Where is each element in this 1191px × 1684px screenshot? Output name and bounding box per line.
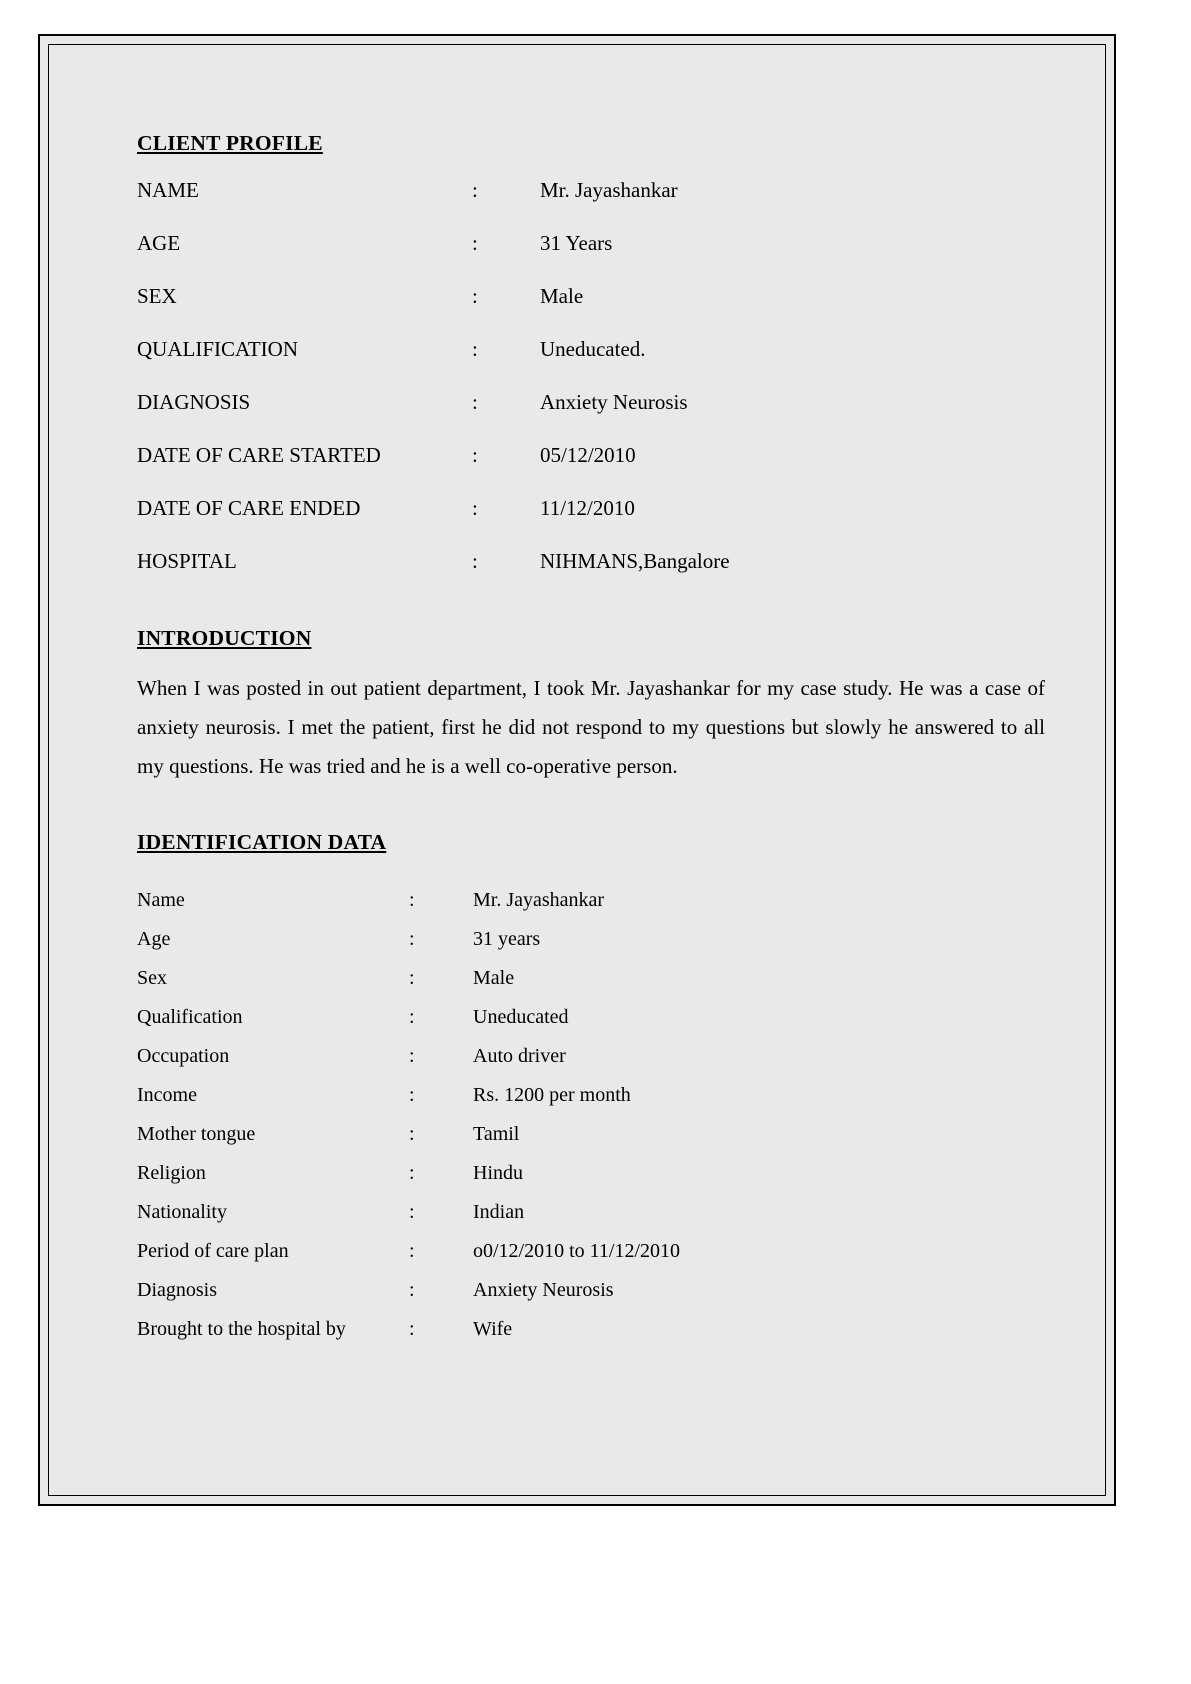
row-colon: : [409,1279,415,1302]
row-label: Diagnosis [137,1279,217,1302]
row-label: Income [137,1084,197,1107]
table-row [137,1123,680,1162]
table-row [137,1201,680,1240]
row-label: Nationality [137,1201,227,1224]
row-label: QUALIFICATION [137,337,298,361]
row-colon: : [472,496,478,520]
row-colon: : [409,1084,415,1107]
document-page [38,34,1116,1506]
client-profile-table [137,178,730,602]
table-row [137,496,730,549]
row-value: Anxiety Neurosis [473,1279,614,1302]
client-profile-heading: CLIENT PROFILE [137,131,323,155]
row-colon: : [409,1201,415,1224]
row-colon: : [409,967,415,990]
row-colon: : [472,231,478,255]
spacer [137,786,1045,830]
row-colon: : [409,1123,415,1146]
row-value: Male [540,284,584,308]
row-value: o0/12/2010 to 11/12/2010 [473,1240,681,1263]
row-label: DIAGNOSIS [137,390,251,414]
table-row [137,337,730,390]
row-colon: : [409,1045,415,1068]
table-row [137,1045,680,1084]
row-label: Mother tongue [137,1123,256,1146]
page-content [137,131,1045,1357]
row-colon: : [409,889,415,912]
row-value: Wife [473,1318,513,1341]
row-value: Anxiety Neurosis [540,390,688,414]
introduction-heading: INTRODUCTION [137,626,312,650]
row-colon: : [472,284,478,308]
row-label: Period of care plan [137,1240,289,1263]
row-label: DATE OF CARE STARTED [137,443,381,467]
table-row [137,549,730,602]
row-colon: : [472,549,478,573]
table-row [137,1162,680,1201]
table-row [137,284,730,337]
row-label: Brought to the hospital by [137,1318,346,1341]
row-value: Mr. Jayashankar [540,178,678,202]
table-row [137,1006,680,1045]
row-label: Age [137,928,171,951]
row-value: Male [473,967,515,990]
row-label: Sex [137,967,167,990]
table-row [137,1279,680,1318]
introduction-paragraph: When I was posted in out patient department, I took Mr. Jayashankar for my case study. He was a case of anxiety neurosis. I met the patient, first he did not respond to my questions but slowly he answered to all my questions. He was tried and he is a well co-operative person. [137,676,1045,779]
table-row [137,889,680,928]
client-profile-body [137,178,730,602]
identification-data-body [137,889,680,1357]
row-colon: : [472,337,478,361]
row-value: Auto driver [473,1045,566,1068]
row-label: Qualification [137,1006,243,1029]
table-row [137,231,730,284]
identification-data-table [137,889,680,1357]
row-value: 31 years [473,928,541,951]
row-colon: : [472,178,478,202]
table-row [137,1318,680,1357]
row-label: DATE OF CARE ENDED [137,496,361,520]
table-row [137,1240,680,1279]
row-label: SEX [137,284,177,308]
row-colon: : [472,443,478,467]
row-colon: : [409,1240,415,1263]
row-value: Hindu [473,1162,523,1185]
row-value: NIHMANS,Bangalore [540,549,730,573]
table-row [137,178,730,231]
row-colon: : [409,1006,415,1029]
page-border-inner [48,44,1106,1496]
row-value: Tamil [473,1123,520,1146]
table-row [137,967,680,1006]
row-colon: : [409,1162,415,1185]
row-value: 31 Years [540,231,613,255]
row-colon: : [409,928,415,951]
row-value: Mr. Jayashankar [473,889,605,912]
row-label: Religion [137,1162,206,1185]
row-value: Indian [473,1201,525,1224]
row-label: Name [137,889,185,912]
row-value: Uneducated. [540,337,646,361]
row-value: 11/12/2010 [540,496,635,520]
row-value: Rs. 1200 per month [473,1084,631,1107]
spacer [137,602,1045,626]
row-label: HOSPITAL [137,549,237,573]
row-label: NAME [137,178,199,202]
row-colon: : [472,390,478,414]
row-value: 05/12/2010 [540,443,636,467]
table-row [137,443,730,496]
row-label: AGE [137,231,181,255]
table-row [137,928,680,967]
row-label: Occupation [137,1045,230,1068]
identification-data-heading: IDENTIFICATION DATA [137,830,387,855]
table-row [137,390,730,443]
row-colon: : [409,1318,415,1341]
table-row [137,1084,680,1123]
row-value: Uneducated [473,1006,569,1029]
